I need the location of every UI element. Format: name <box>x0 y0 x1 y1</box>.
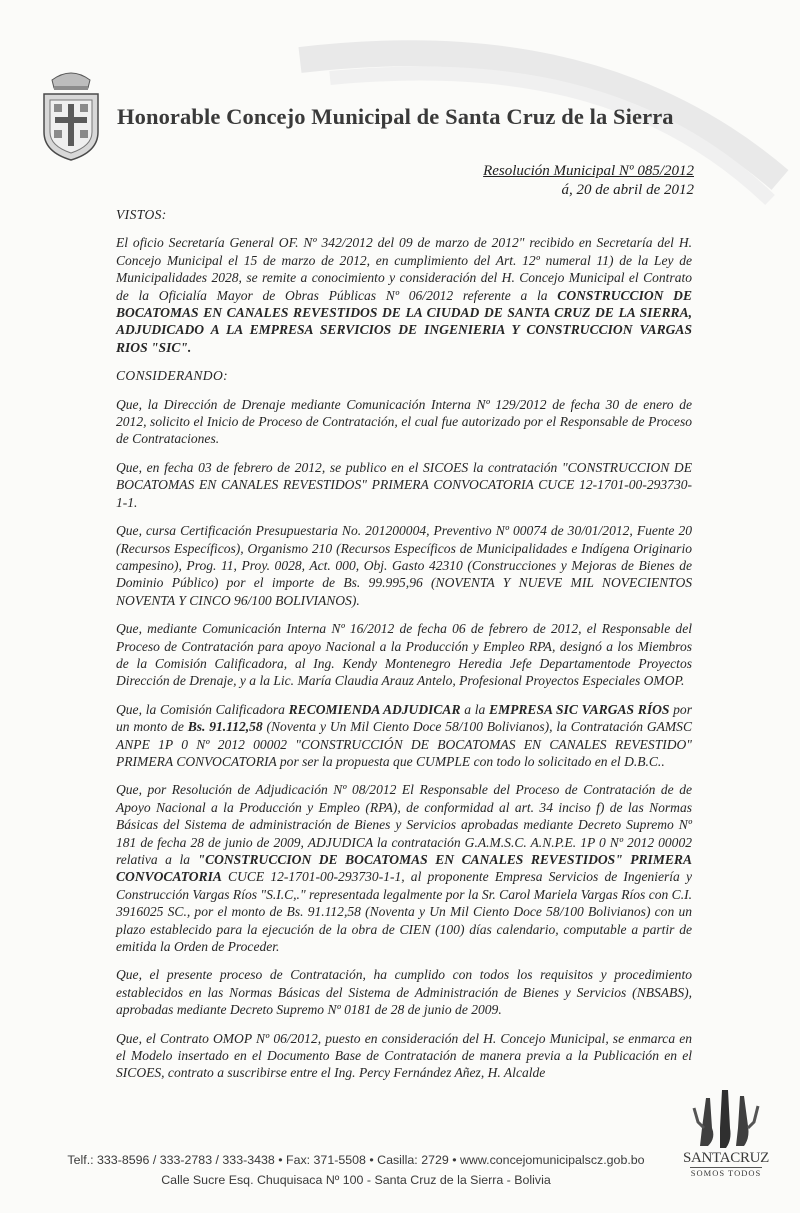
vistos-text: El oficio Secretaría General OF. Nº 342/2012 del 09 de marzo de 2012" recibido en Secretaría del H. Concejo Municipal el 15 de marzo de 2012, en cumplimiento del Art. 12º numeral 11) de la Ley de Municipalidades 2028, se remite a conocimiento y consideración del H. Concejo Municipal el Contrato de la Oficialía Mayor de Obras Públicas Nº 06/2012 referente a la <box>116 235 692 303</box>
p5-text-e: por un monto de <box>116 701 692 735</box>
vistos-heading: VISTOS: <box>116 207 167 222</box>
p5-bold-b: RECOMIENDA ADJUDICAR <box>288 701 461 717</box>
p5-text-g: (Noventa y Un Mil Ciento Doce 58/100 Bolivianos), la Contratación GAMSC ANPE 1P 0 Nº 2012 00002 "CONSTRUCCIÓN DE BOCATOMAS EN CANALES REVESTIDO" PRIMERA CONVOCATORIA por ser la propuesta que CUMPLE con todo lo solicitado en el D.B.C.. <box>116 719 692 769</box>
resolution-date: á, 20 de abril de 2012 <box>561 182 694 198</box>
p5-text-c: a la <box>460 701 490 717</box>
logo-small-text: SOMOS TODOS <box>690 1168 762 1178</box>
resolution-block <box>483 162 694 200</box>
santa-cruz-logo-text <box>680 1150 772 1178</box>
p6-bold-b: "CONSTRUCCION DE BOCATOMAS EN CANALES REVESTIDOS" PRIMERA CONVOCATORIA <box>116 852 692 885</box>
organization-title: Honorable Concejo Municipal de Santa Cruz de la Sierra <box>117 104 674 129</box>
footer-contact: Telf.: 333-8596 / 333-2783 / 333-3438 • Fax: 371-5508 • Casilla: 2729 • www.concejomunicipalscz.gob.bo <box>67 1153 645 1167</box>
p6-text-a: Que, por Resolución de Adjudicación Nº 08/2012 El Responsable del Proceso de Contratación de de Apoyo Nacional a la Producción y Empleo (RPA), de conformidad al art. 34 inciso f) de las Normas Básicas del Sistema de administración de Bienes y Servicios aprobadas mediante Decreto Supremo Nº 181 de fecha 28 de junio de 2009, ADJUDICA la contratación G.A.M.S.C. A.N.P.E. 1P 0 Nº 2012 00002 relativa a la <box>116 782 692 867</box>
resolution-number: Resolución Municipal Nº 085/2012 <box>483 163 694 179</box>
footer <box>46 1150 666 1190</box>
paragraph-8: Que, el Contrato OMOP Nº 06/2012, puesto en consideración del H. Concejo Municipal, se enmarca en el Modelo insertado en el Documento Base de Contratación de manera previa a la Publicación en el SICOES, contrato a suscribirse entre el Ing. Percy Fernández Añez, H. Alcalde <box>116 1030 692 1081</box>
paragraph-1: Que, la Dirección de Drenaje mediante Comunicación Interna Nº 129/2012 de fecha 30 de enero de 2012, solicito el Inicio de Proceso de Contratación, el cual fue autorizado por el Responsable de Proceso de Contrataciones. <box>116 396 692 447</box>
coat-of-arms-icon <box>38 62 104 162</box>
considerando-heading: CONSIDERANDO: <box>116 368 229 384</box>
p5-text-a: Que, la Comisión Calificadora <box>116 701 289 717</box>
logo-big-text: SANTACRUZ <box>682 1150 770 1166</box>
footer-address: Calle Sucre Esq. Chuquisaca Nº 100 - Santa Cruz de la Sierra - Bolivia <box>161 1173 551 1187</box>
paragraph-3: Que, cursa Certificación Presupuestaria No. 201200004, Preventivo Nº 00074 de 30/01/2012, Fuente 20 (Recursos Específicos), Organismo 210 (Recursos Específicos de Municipalidades e Indígena Originario campesino), Prog. 11, Proy. 0028, Act. 000, Obj. Gasto 42310 (Construcciones y Mejoras de Bienes de Dominio Público) por el importe de Bs. 99.995,96 (NOVENTA Y NUEVE MIL NOVECIENTOS NOVENTA Y CINCO 96/100 BOLIVIANOS). <box>116 523 692 608</box>
paragraph-5 <box>116 701 692 771</box>
paragraph-6 <box>116 781 692 955</box>
p6-text-c: CUCE 12-1701-00-293730-1-1, al proponente Empresa Servicios de Ingeniería y Construcción Vargas Ríos "S.I.C,." representada legalmente por la Sr. Carol Mariela Vargas Ríos con C.I. 3916025 SC., por el monto de Bs. 91.112,58 (Noventa y Un Mil Ciento Doce 58/100 Bolivianos) con un plazo establecido para la ejecución de la obra de CIEN (100) días calendario, computable a partir de emitida la Orden de Proceder. <box>116 869 692 955</box>
paragraph-7: Que, el presente proceso de Contratación, ha cumplido con todos los requisitos y procedimiento establecidos en las Normas Básicas del Sistema de Administración de Bienes y Servicios (NBSABS), aprobadas mediante Decreto Supremo Nº 0181 de 28 de junio de 2009. <box>116 967 692 1018</box>
p5-bold-d: EMPRESA SIC VARGAS RÍOS <box>489 701 670 717</box>
document-body <box>116 206 692 1093</box>
paragraph-4: Que, mediante Comunicación Interna Nº 16/2012 de fecha 06 de febrero de 2012, el Responsable del Proceso de Contratación para apoyo Nacional a la Producción y Empleo RPA, designó a los Miembros de la Comisión Calificadora, al Ing. Kendy Montenegro Heredia Jefe Departamentode Proyectos Dirección de Drenaje, y a la Lic. María Claudia Arauz Antelo, Profesional Proyectos Especiales OMOP. <box>116 621 692 689</box>
p5-bold-f: Bs. 91.112,58 <box>187 719 263 735</box>
vistos-bold-text: CONSTRUCCION DE BOCATOMAS EN CANALES REVESTIDOS DE LA CIUDAD DE SANTA CRUZ DE LA SIERRA, ADJUDICADO A LA EMPRESA SERVICIOS DE INGENIERIA Y CONSTRUCCION VARGAS RIOS "SIC". <box>116 287 692 355</box>
vistos-paragraph <box>116 234 692 356</box>
paragraph-2: Que, en fecha 03 de febrero de 2012, se publico en el SICOES la contratación "CONSTRUCCION DE BOCATOMAS EN CANALES REVESTIDOS" PRIMERA CONVOCATORIA CUCE 12-1701-00-293730-1-1. <box>116 459 692 510</box>
santa-cruz-hands-logo-icon <box>686 1088 766 1152</box>
